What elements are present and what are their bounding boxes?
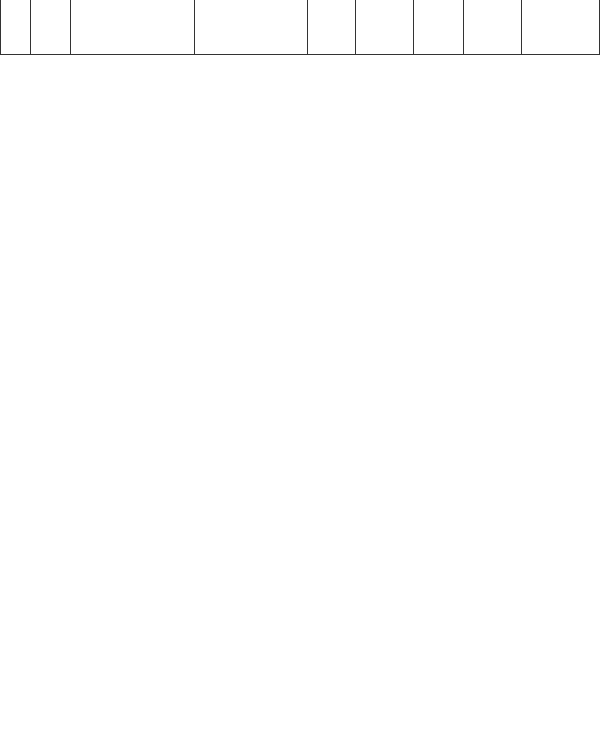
header-mar-output (308, 0, 356, 55)
header-mar-exempt (414, 0, 464, 55)
header-product (194, 0, 308, 55)
header-seq (1, 0, 31, 55)
header-cum-output (356, 0, 414, 55)
header-company-cum-exempt (522, 0, 600, 55)
header-row (1, 0, 600, 55)
header-model (70, 0, 194, 55)
vehicle-tax-exemption-table (0, 0, 600, 55)
header-company (30, 0, 70, 55)
header-cum-exempt (464, 0, 522, 55)
